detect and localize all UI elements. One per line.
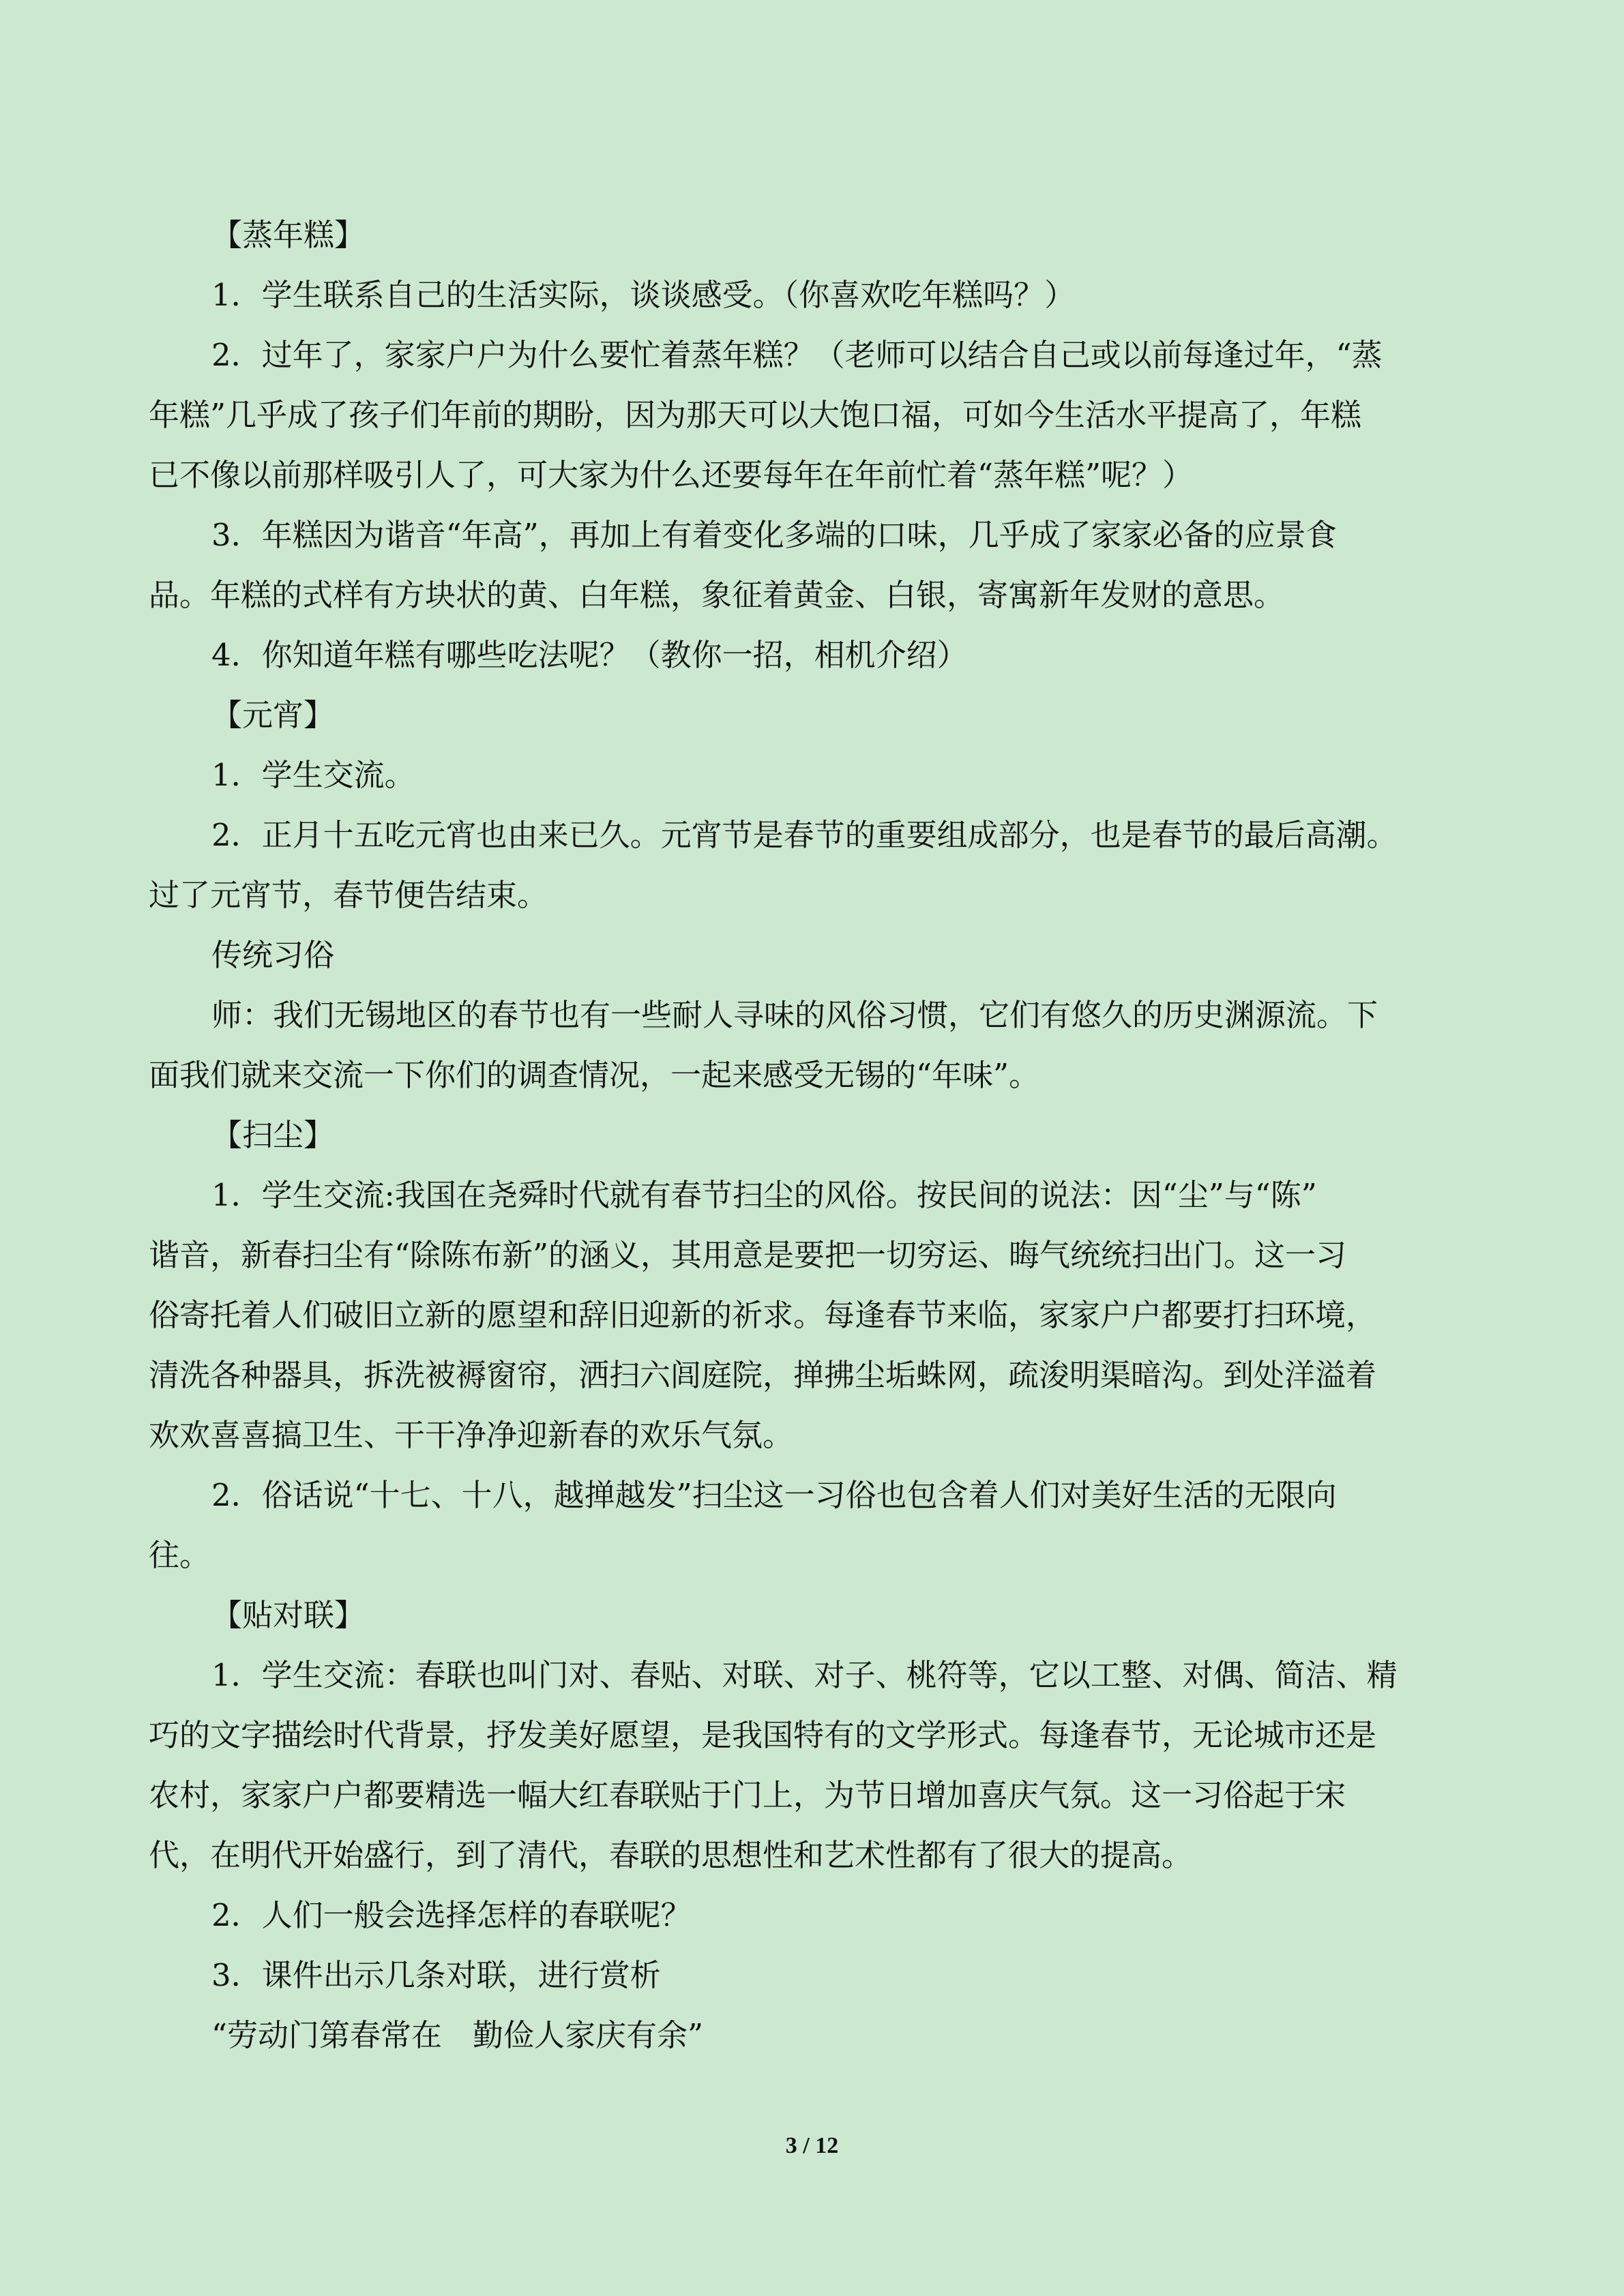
paragraph-line: 1．学生联系自己的生活实际，谈谈感受。（你喜欢吃年糕吗？）	[211, 277, 1076, 313]
heading-sweeping-dust: 【扫尘】	[211, 1117, 335, 1153]
heading-spring-couplets: 【贴对联】	[211, 1597, 366, 1633]
paragraph-line: 1．学生交流。	[211, 757, 415, 793]
paragraph-line: 2．正月十五吃元宵也由来已久。元宵节是春节的重要组成部分，也是春节的最后高潮。	[211, 817, 1398, 853]
couplet-example: “劳动门第春常在 勤俭人家庆有余”	[211, 2017, 704, 2053]
heading-yuanxiao: 【元宵】	[211, 697, 335, 733]
paragraph-line: 面我们就来交流一下你们的调查情况，一起来感受无锡的“年味”。	[149, 1057, 1040, 1093]
paragraph-line: 师：我们无锡地区的春节也有一些耐人寻味的风俗习惯，它们有悠久的历史渊源流。下	[211, 997, 1378, 1033]
paragraph-line: 2．过年了，家家户户为什么要忙着蒸年糕？（老师可以结合自己或以前每逢过年，“蒸	[211, 337, 1383, 373]
paragraph-line: 谐音，新春扫尘有“除陈布新”的涵义，其用意是要把一切穷运、晦气统统扫出门。这一习	[149, 1237, 1347, 1273]
paragraph-line: 3．年糕因为谐音“年高”，再加上有着变化多端的口味，几乎成了家家必备的应景食	[211, 517, 1337, 553]
paragraph-line: 3．课件出示几条对联，进行赏析	[211, 1957, 661, 1993]
heading-steamed-rice-cake: 【蒸年糕】	[211, 217, 366, 253]
paragraph-line: 1．学生交流：春联也叫门对、春贴、对联、对子、桃符等，它以工整、对偶、简洁、精	[211, 1657, 1398, 1693]
paragraph-line: 品。年糕的式样有方块状的黄、白年糕，象征着黄金、白银，寄寓新年发财的意思。	[149, 577, 1285, 613]
paragraph-line: 年糕”几乎成了孩子们年前的期盼，因为那天可以大饱口福，可如今生活水平提高了，年糕	[149, 397, 1362, 433]
section-title-traditional-customs: 传统习俗	[211, 937, 335, 973]
paragraph-line: 过了元宵节，春节便告结束。	[149, 877, 548, 913]
paragraph-line: 清洗各种器具，拆洗被褥窗帘，洒扫六闾庭院，掸拂尘垢蛛网，疏浚明渠暗沟。到处洋溢着	[149, 1357, 1377, 1393]
paragraph-line: 欢欢喜喜搞卫生、干干净净迎新春的欢乐气氛。	[149, 1417, 794, 1453]
paragraph-line: 2．俗话说“十七、十八，越掸越发”扫尘这一习俗也包含着人们对美好生活的无限向	[211, 1477, 1337, 1513]
paragraph-line: 2．人们一般会选择怎样的春联呢？	[211, 1897, 692, 1933]
paragraph-line: 4．你知道年糕有哪些吃法呢？（教你一招，相机介绍）	[211, 637, 968, 673]
paragraph-line: 1．学生交流:我国在尧舜时代就有春节扫尘的风俗。按民间的说法：因“尘”与“陈”	[211, 1177, 1317, 1213]
paragraph-line: 农村，家家户户都要精选一幅大红春联贴于门上，为节日增加喜庆气氛。这一习俗起于宋	[149, 1777, 1346, 1813]
paragraph-line: 巧的文字描绘时代背景，抒发美好愿望，是我国特有的文学形式。每逢春节，无论城市还是	[149, 1717, 1377, 1753]
paragraph-line: 代，在明代开始盛行，到了清代，春联的思想性和艺术性都有了很大的提高。	[149, 1837, 1193, 1873]
document-body	[149, 205, 1475, 2066]
page-number: 3 / 12	[785, 2133, 839, 2158]
paragraph-line: 往。	[149, 1537, 211, 1573]
paragraph-line: 俗寄托着人们破旧立新的愿望和辞旧迎新的祈求。每逢春节来临，家家户户都要打扫环境，	[149, 1297, 1377, 1333]
paragraph-line: 已不像以前那样吸引人了，可大家为什么还要每年在年前忙着“蒸年糕”呢？）	[149, 457, 1194, 493]
